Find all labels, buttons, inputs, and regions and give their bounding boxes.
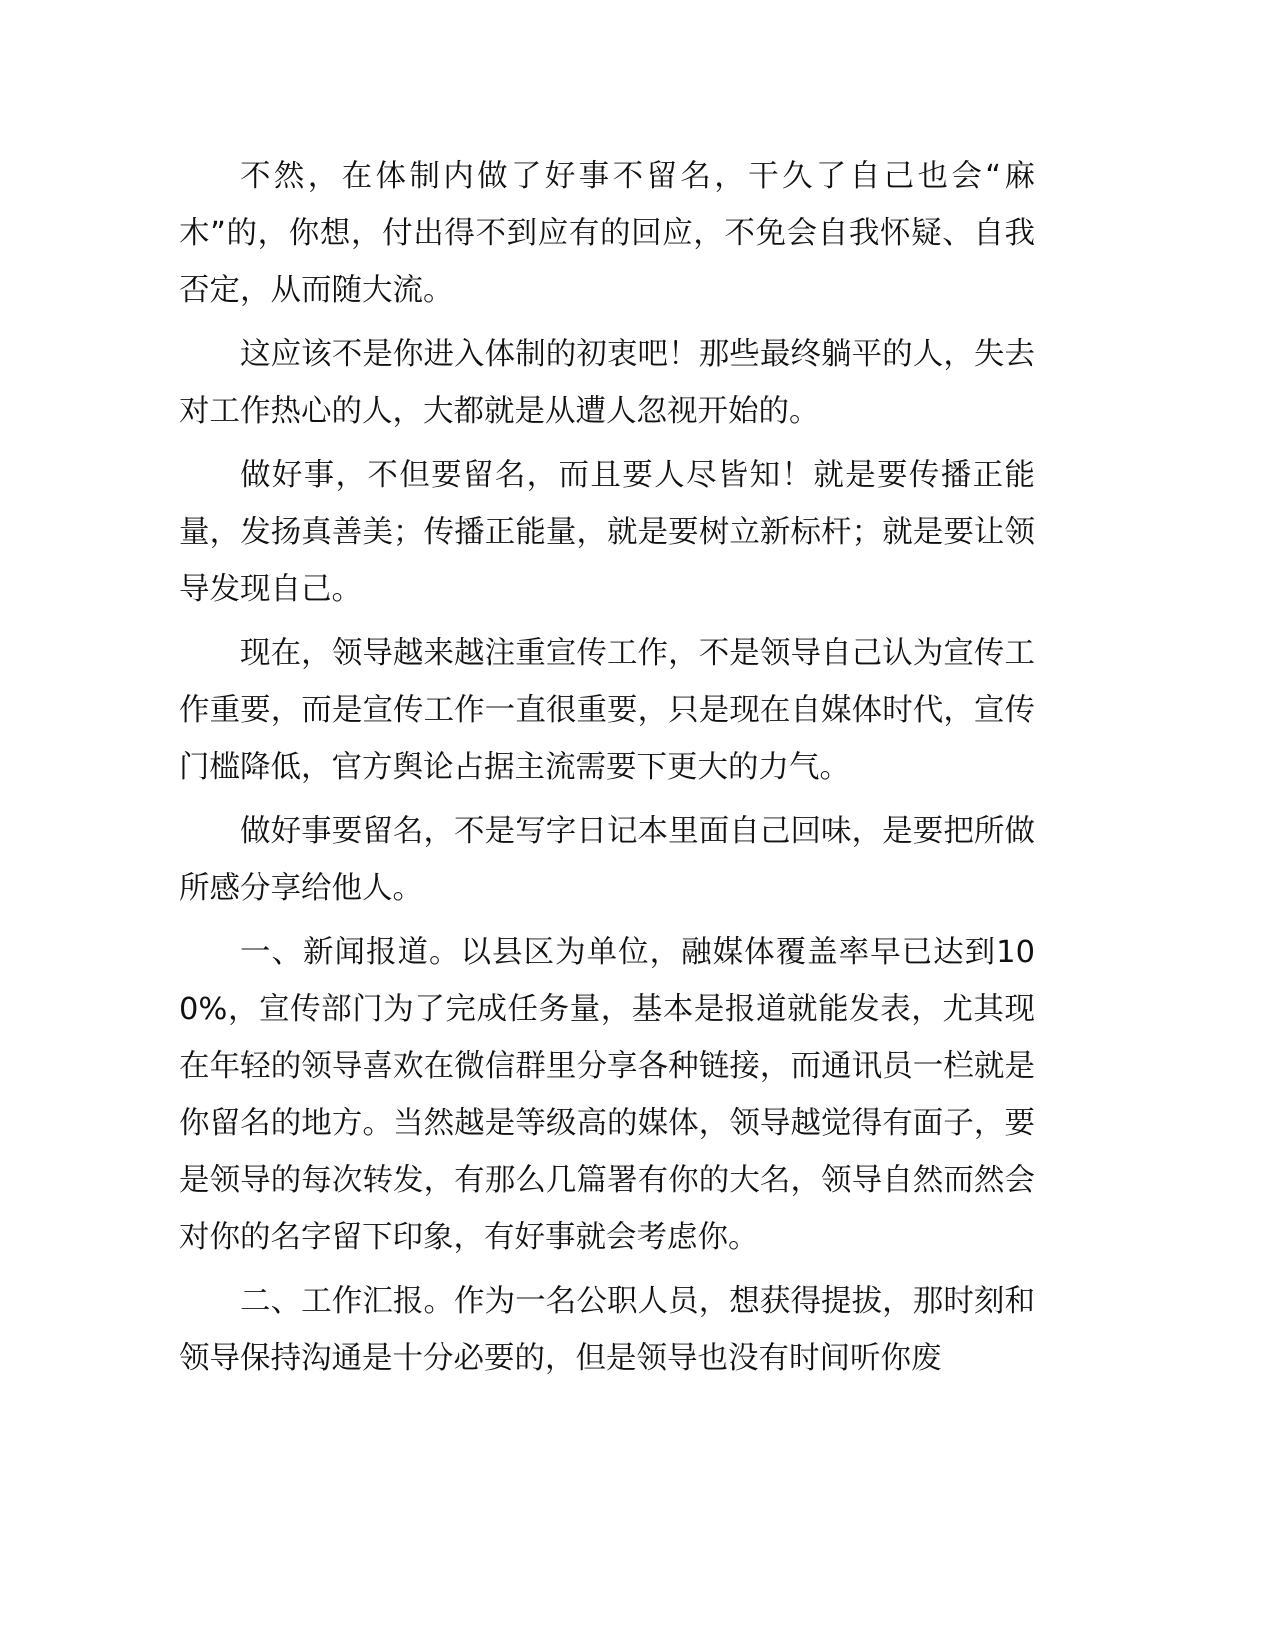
paragraph: 不然，在体制内做了好事不留名，干久了自己也会“麻木”的，你想，付出得不到应有的回应，不免会自我怀疑、自我否定，从而随大流。 bbox=[179, 159, 1035, 308]
paragraph-news-report: 一、新闻报道。以县区为单位，融媒体覆盖率早已达到100%，宣传部门为了完成任务量，基本是报道就能发表，尤其现在年轻的领导喜欢在微信群里分享各种链接，而通讯员一栏就是你留名的地方。当然越是等级高的媒体，领导越觉得有面子，要是领导的每次转发，有那么几篇署有你的大名，领导自然而然会对你的名字留下印象，有好事就会考虑你。 bbox=[179, 935, 1035, 1255]
paragraph: 做好事，不但要留名，而且要人尽皆知！就是要传播正能量，发扬真善美；传播正能量，就是要树立新标杆；就是要让领导发现自己。 bbox=[179, 458, 1035, 607]
paragraph: 现在，领导越来越注重宣传工作，不是领导自己认为宣传工作重要，而是宣传工作一直很重要，只是现在自媒体时代，宣传门槛降低，官方舆论占据主流需要下更大的力气。 bbox=[179, 636, 1035, 785]
paragraph: 做好事要留名，不是写字日记本里面自己回味，是要把所做所感分享给他人。 bbox=[179, 814, 1035, 906]
paragraph: 这应该不是你进入体制的初衷吧！那些最终躺平的人，失去对工作热心的人，大都就是从遭人忽视开始的。 bbox=[179, 337, 1035, 429]
paragraph-work-report: 二、工作汇报。作为一名公职人员，想获得提拔，那时刻和领导保持沟通是十分必要的，但是领导也没有时间听你废 bbox=[179, 1284, 1035, 1376]
document-body bbox=[179, 148, 1035, 1394]
